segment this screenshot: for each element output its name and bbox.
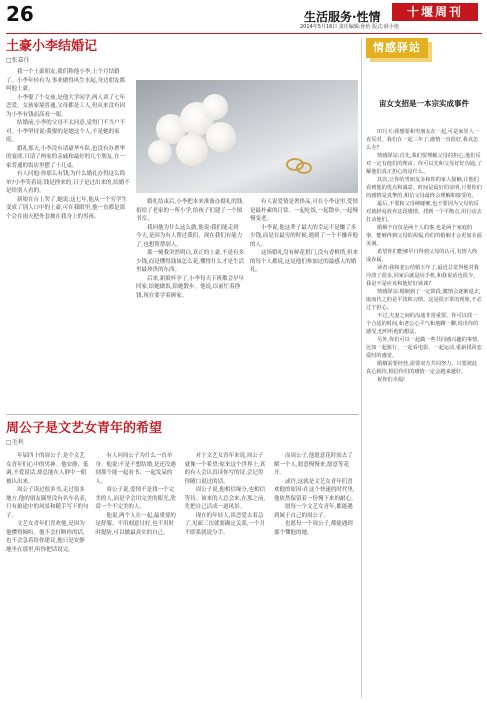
text-column bbox=[136, 198, 244, 408]
paragraph: 他说,两个人在一起,最重要的是舒服。不用刻意讨好,也不用时时提防,可以做最真实的自己。 bbox=[95, 512, 176, 536]
paragraph: 婚礼那天,小李没有请豪华车队,也没有办奢华的宴席,只请了两家的亲戚和最好的几个朋友,在一家普通的饭店里摆了十几桌。 bbox=[6, 145, 125, 169]
article-1-body-lower bbox=[136, 198, 358, 408]
paragraph: 那一刻我突然明白,真正的土豪,不是有多少钱,而是懂得钱该怎么花,懂得什么才是生活里最珍贵的东西。 bbox=[136, 250, 244, 273]
paragraph: 不过,夫妻之间的沟通非常重要。你可以找一个合适的时间,和老公心平气和地聊一聊,说出你的感受,也听听他的想法。 bbox=[366, 313, 479, 335]
column-tag-label: 情感驿站 bbox=[366, 38, 428, 58]
paragraph: 年届四十的周公子,是个文艺女青年们心中的男神。他安静、低调,不爱说话,却总能在人群中一眼被认出来。 bbox=[6, 453, 89, 485]
ring-icon bbox=[296, 162, 312, 174]
paragraph: 情感驿站:首先,我们要理解父母的担心,他们反对一定有他们的理由。你可以先和父母好好沟通,了解他们真正担心的是什么。 bbox=[366, 153, 482, 175]
edition-info: 2014年5月16日 责任编辑:孙怡 版式:薛小艳 bbox=[300, 24, 399, 30]
paragraph: 后来,新娘怀孕了,小李每天下班都会早早回家,给她做饭,陪她散步。他说,以前忙着挣钱,现在要学着顾家。 bbox=[136, 275, 244, 299]
paragraph: 周公子读过很多书,走过很多地方,他的朋友圈里没有名车名表,只有旅途中的风景和随手写下的句子。 bbox=[6, 487, 89, 519]
paragraph: 也愿每一个周公子,都能遇到那个懂他的她。 bbox=[273, 521, 353, 536]
paragraph: 周公子说,他相信缘分,也相信等待。该来的人总会来,在那之前,先把自己活成一道风景。 bbox=[184, 487, 266, 510]
paragraph: 婚礼结束后,小李把本来准备办婚礼的钱,捐给了老家的一所小学,给孩子们建了一个图书室。 bbox=[136, 199, 244, 222]
paragraph: 这场婚礼没有鲜花拱门,没有香槟塔,但来的每个人都说,这是他们参加过的最感人的婚礼。 bbox=[250, 250, 358, 273]
paragraph: 我一个土豪朋友,我们称他小李,上个月结婚了。小李年轻有为,事业做得风生水起,身边朋友都叫他土豪。 bbox=[6, 69, 125, 92]
column-tag bbox=[366, 38, 428, 58]
page-header bbox=[0, 0, 487, 36]
article-2-body bbox=[6, 452, 358, 698]
paragraph: 有人问周公子为什么一直单身。他说:不是不想结婚,是还没遇到那个能一起看书、一起发呆的人。 bbox=[95, 453, 176, 485]
paragraph: 结婚前,小李的父母不太同意,觉得门不当户不对。小李坚持说:我娶的是她这个人,不是她的家庭。 bbox=[6, 120, 125, 143]
rose-icon bbox=[202, 94, 228, 120]
paragraph: 现在的年轻人,谈恋爱太着急了,见面三次就要确定关系,一个月不联系就说分手。 bbox=[184, 512, 266, 536]
article-1 bbox=[6, 38, 358, 66]
paragraph: 有人问他:你那么有钱,为什么婚礼办得这么简单?小李笑着说:钱是挣来的,日子是过出来的,结婚不是给别人看的。 bbox=[6, 171, 130, 194]
paragraph: 另外,你们可以一起做一些共同感兴趣的事情,比如一起旅行、一起看电影、一起运动,重新找回恋爱时的感觉。 bbox=[366, 337, 482, 359]
newspaper-brand: 十堰周刊 bbox=[392, 3, 478, 21]
article-2 bbox=[6, 420, 358, 448]
column-rule bbox=[361, 38, 362, 698]
paragraph: 婚姻不仅仅是两个人的事,也是两个家庭的事。能够得到父母的祝福,你们的婚姻才会更加幸福美满。 bbox=[366, 225, 482, 247]
paragraph: 其次,让你的男朋友多和你的家人接触,让他们看到他的优点和诚意。时间是最好的证明,只要你们的感情是真挚的,相信父母最终会理解和接受的。 bbox=[366, 177, 482, 199]
sidebar-body bbox=[366, 128, 482, 696]
text-column bbox=[185, 452, 269, 698]
wedding-photo bbox=[136, 80, 358, 193]
paragraph: 小李说,他这辈子最大的幸运不是赚了多少钱,而是在最穷的时候,遇到了一个不嫌弃他的人。 bbox=[250, 224, 358, 248]
rose-icon bbox=[206, 122, 236, 152]
paragraph: 小李娶了个女孩,是他大学同学,两人谈了七年恋爱。女孩家境普通,父母都是工人,但从来没有因为小李有钱而高看一眼。 bbox=[6, 94, 125, 118]
paragraph: 希望你们能够早日得到父母的认可,有情人终成眷属。 bbox=[366, 249, 478, 263]
sidebar-title: 宙女支招是一本宗实成事件 bbox=[379, 99, 469, 108]
paragraph: 读者:我和老公结婚五年了,最近总觉得他对我冷淡了很多,回家后就是玩手机,和我说话也很少。我是不是应该和他好好谈谈? bbox=[366, 265, 479, 287]
text-column bbox=[95, 452, 179, 698]
paragraph: 婚姻需要经营,需要双方共同努力。只要彼此真心相待,相信你们的感情一定会越来越好。 bbox=[366, 361, 478, 375]
paragraph: 情感驿站:婚姻到了一定阶段,激情会逐渐退去,取而代之的是平淡和习惯。这是很正常的现象,不必过于担心。 bbox=[366, 289, 482, 311]
page-number: 26 bbox=[6, 2, 34, 26]
paragraph: 周公子说,爱情不是找一个完美的人,而是学会用完美的眼光,欣赏一个不完美的人。 bbox=[95, 487, 176, 510]
paragraph: 新娘在台上哭了,她说:这七年,他从一个穷学生变成了别人口中的土豪,可在我眼里,他一直都是那个会在雨天把外套披在我身上的男孩。 bbox=[6, 196, 127, 220]
paragraph: 有人说爱情是奢侈品,可在小李这里,爱情是最朴素的日常。一起吃饭,一起散步,一起慢慢变老。 bbox=[250, 199, 358, 222]
section-title: 生活服务·性情 bbox=[304, 10, 381, 24]
article-1-title: 土豪小李结婚记 bbox=[6, 39, 98, 54]
text-column bbox=[6, 452, 90, 698]
paragraph: 文艺女青年们喜欢他,是因为他懂得倾听。他不会打断你的话,也不会急着给你建议,他只是安静地坐在那里,听你把话说完。 bbox=[6, 521, 85, 553]
article-1-body-col1 bbox=[6, 68, 130, 408]
article-2-byline: □毛利 bbox=[6, 439, 24, 446]
text-column bbox=[250, 198, 358, 408]
paragraph: 愿每一个文艺女青年,都能遇到属于自己的周公子。 bbox=[273, 504, 353, 519]
header-rule bbox=[6, 33, 482, 34]
article-2-title: 周公子是文艺女青年的希望 bbox=[6, 421, 163, 436]
rose-icon bbox=[176, 134, 208, 166]
text-column bbox=[274, 452, 358, 698]
paragraph: 我问他为什么这么做,他说:我们能走到今天,是因为有人帮过我们。现在我们有能力了,也想帮帮别人。 bbox=[136, 224, 243, 248]
rose-icon bbox=[148, 140, 172, 164]
paragraph: 祝你们幸福! bbox=[377, 377, 406, 383]
paragraph: 对于文艺女青年来说,周公子就像一个希望:原来这个世界上,真的有人会认真读你写的诗,会记得你随口说过的话。 bbox=[184, 453, 266, 485]
article-1-byline: □张嘉佳 bbox=[6, 57, 30, 64]
paragraph: 或许,这就是文艺女青年们喜欢他的原因:在这个快速的时代里,他依然保留着一份慢下来的耐心。 bbox=[273, 478, 357, 502]
paragraph: 最后,不要和父母硬碰硬,也不要因为父母的反对就轻易放弃这段感情。找到一个平衡点,用行动去打动他们。 bbox=[366, 201, 482, 223]
paragraph: 田月天:我想要和男朋友在一起,可是家里人一直反对。我们在一起三年了,感情一直很好,我该怎么办? bbox=[366, 129, 479, 151]
paragraph: 而周公子,他愿意花时间去了解一个人,愿意慢慢来,愿意等花开。 bbox=[273, 453, 353, 476]
section-divider bbox=[6, 414, 358, 415]
